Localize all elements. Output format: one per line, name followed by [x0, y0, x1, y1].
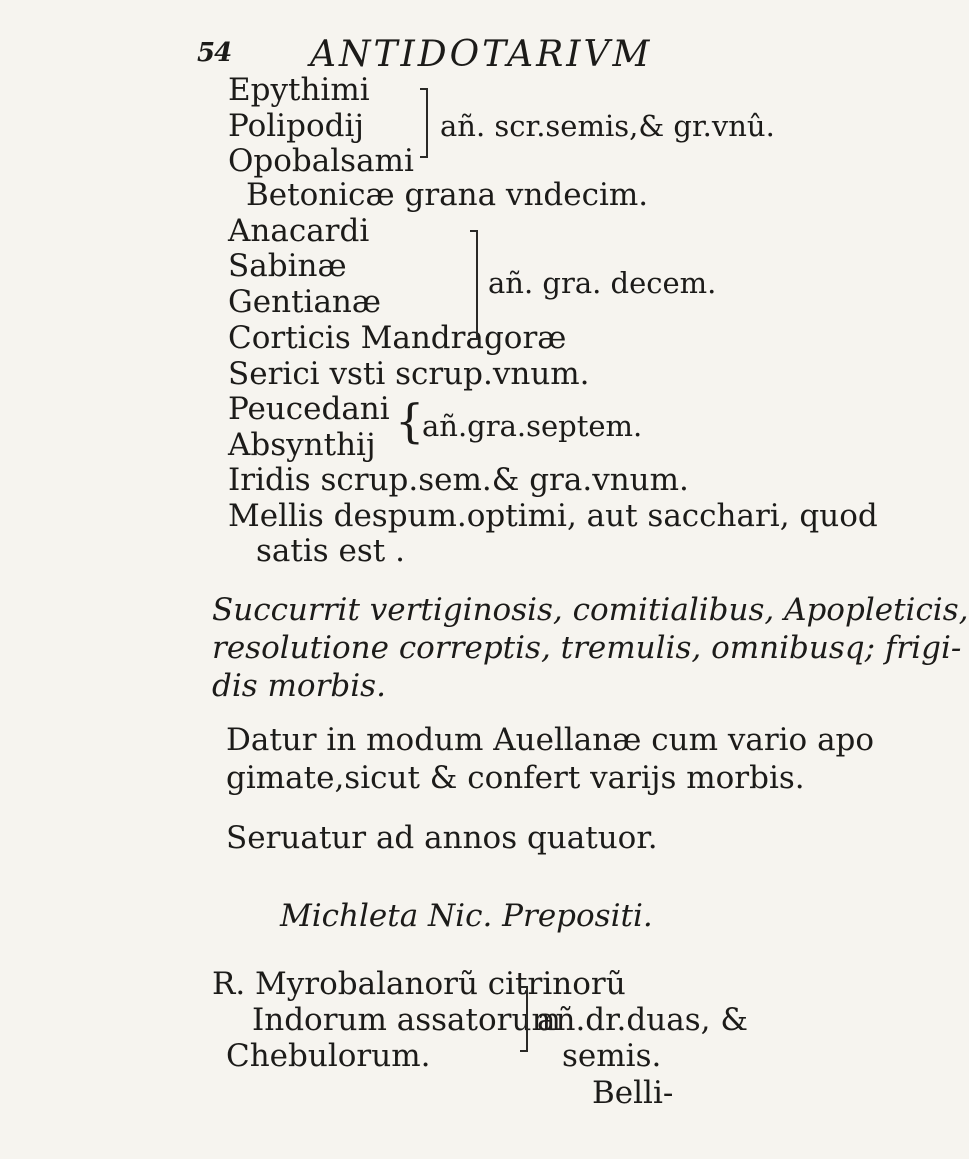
usage-line-2: gimate,sicut & confert varijs morbis.	[226, 760, 805, 796]
catchword: Belli-	[592, 1075, 674, 1111]
recipe2-dose-1: añ.dr.duas, &	[537, 1002, 748, 1038]
brace-group-3: {	[395, 394, 425, 448]
ingredient-gentianae: Gentianæ	[228, 284, 382, 320]
ingredient-sabinae: Sabinæ	[228, 248, 347, 284]
indication-line-2: resolutione correptis, tremulis, omnibusq; frigi-	[212, 630, 962, 666]
indication-line-1: Succurrit vertiginosis, comitialibus, Apopleticis,	[212, 592, 969, 628]
line-serici: Serici vsti scrup.vnum.	[228, 356, 590, 392]
ingredient-absynthij: Absynthij	[228, 427, 376, 463]
page-number: 54	[197, 38, 232, 68]
bracket-recipe-2	[520, 986, 528, 1052]
recipe2-line-2: Indorum assatorum	[252, 1002, 561, 1038]
line-mellis-2: satis est .	[256, 533, 405, 569]
line-iridis: Iridis scrup.sem.& gra.vnum.	[228, 462, 689, 498]
usage-line-1: Datur in modum Auellanæ cum vario apo	[226, 722, 875, 758]
ingredient-anacardi: Anacardi	[228, 213, 370, 249]
ingredient-epythimi: Epythimi	[228, 72, 370, 108]
running-title: ANTIDOTARIVM	[310, 34, 653, 75]
ingredient-opobalsami: Opobalsami	[228, 143, 414, 179]
bracket-group-2	[470, 230, 478, 340]
line-betonica: Betonicæ grana vndecim.	[246, 177, 649, 213]
recipe2-dose-2: semis.	[562, 1038, 662, 1074]
recipe2-line-3: Chebulorum.	[226, 1038, 431, 1074]
dose-group-3: añ.gra.septem.	[422, 409, 643, 443]
recipe2-line-1: R. Myrobalanorũ citrinorũ	[212, 966, 626, 1002]
ingredient-polipodij: Polipodij	[228, 108, 364, 144]
line-mellis-1: Mellis despum.optimi, aut sacchari, quod	[228, 498, 878, 534]
dose-group-2: añ. gra. decem.	[488, 266, 717, 300]
storage-line: Seruatur ad annos quatuor.	[226, 820, 658, 856]
bracket-group-1	[420, 88, 428, 158]
attribution: Michleta Nic. Prepositi.	[280, 898, 653, 934]
ingredient-peucedani: Peucedani	[228, 391, 390, 427]
ingredient-corticis-mandragorae: Corticis Mandragoræ	[228, 320, 567, 356]
indication-line-3: dis morbis.	[212, 668, 386, 704]
dose-group-1: añ. scr.semis,& gr.vnû.	[440, 109, 775, 143]
